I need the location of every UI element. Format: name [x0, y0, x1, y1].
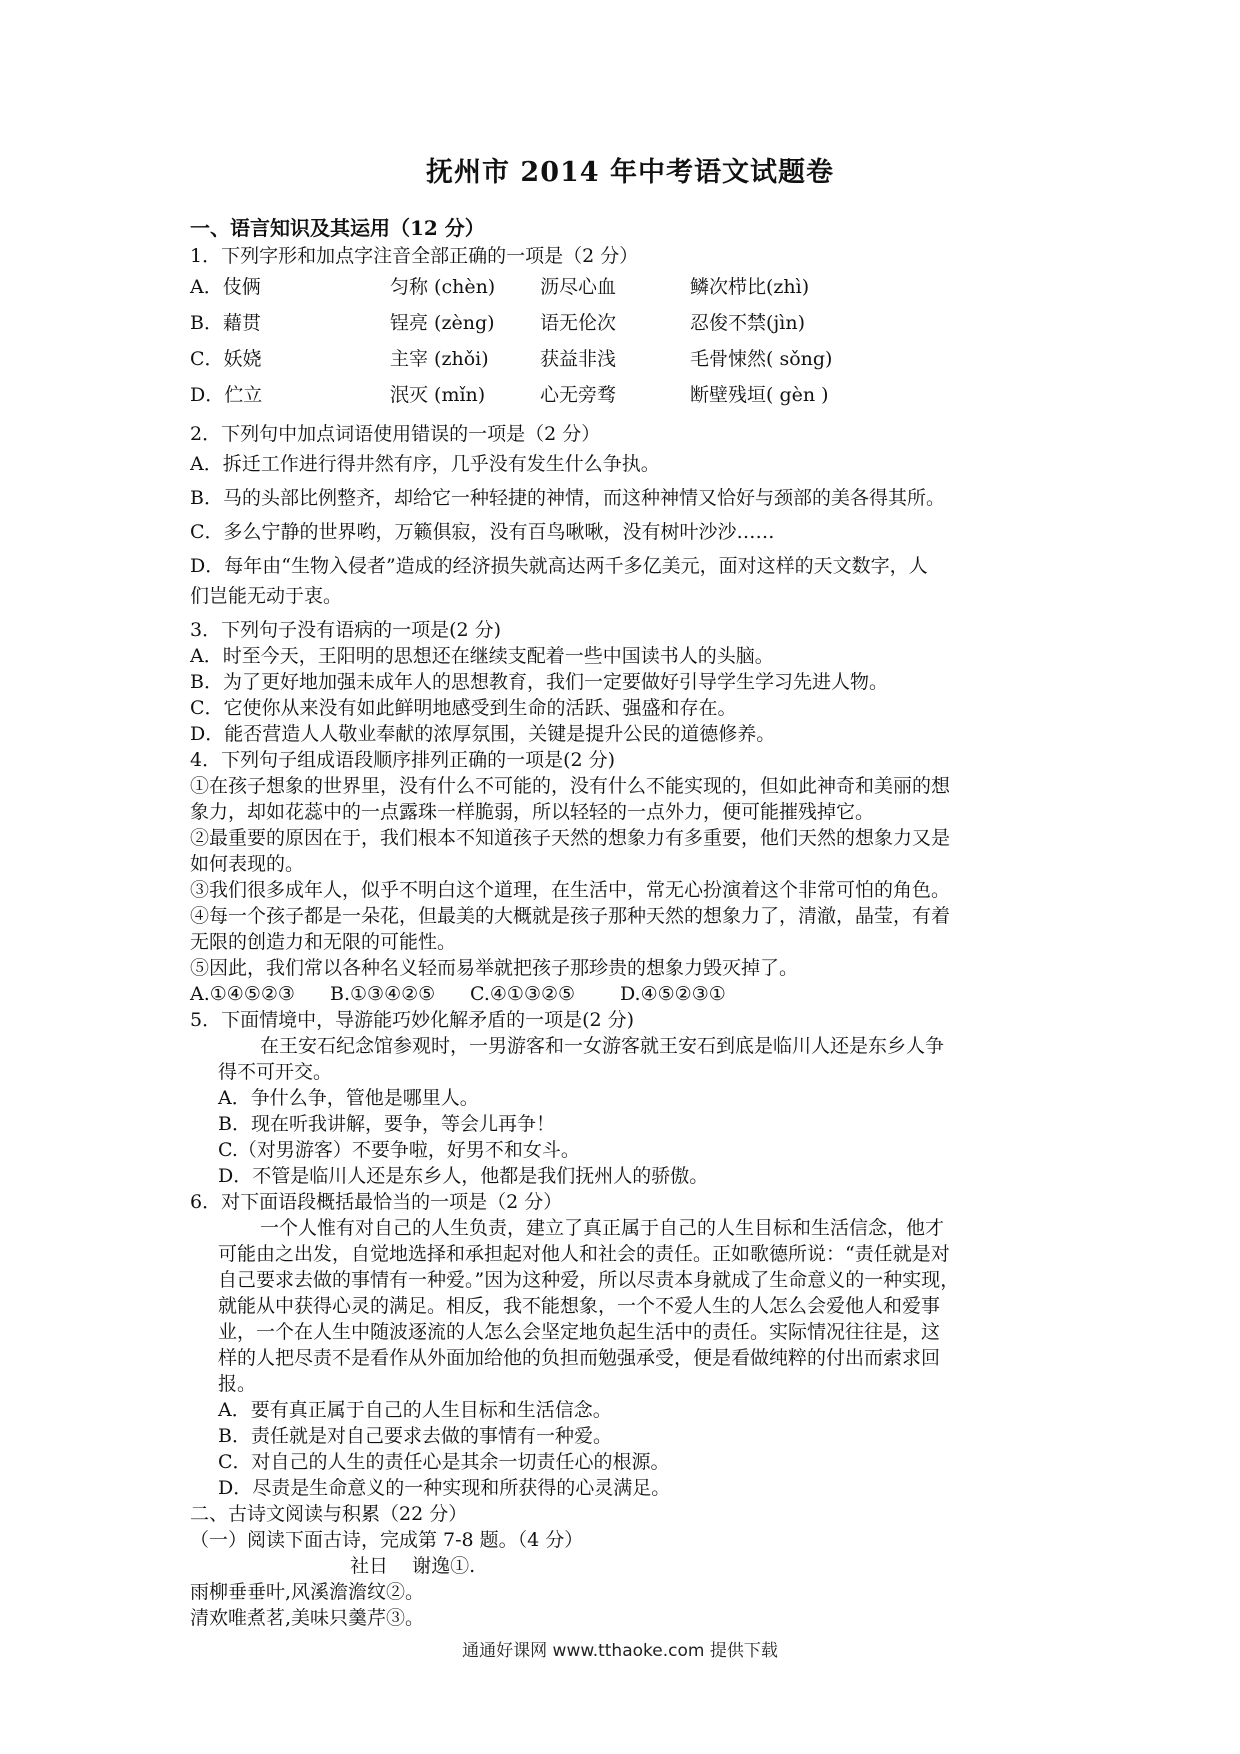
q2-stem: 2．下列句中加点词语使用错误的一项是（2 分） — [190, 423, 601, 445]
q4-line: 如何表现的。 — [190, 853, 305, 875]
q4-line: 象力，却如花蕊中的一点露珠一样脆弱，所以轻轻的一点外力，便可能摧残掉它。 — [190, 801, 875, 823]
section2-sub1: （一）阅读下面古诗，完成第 7-8 题。（4 分） — [190, 1529, 584, 1551]
q1-b-4: 忍俊不禁(jìn) — [690, 312, 806, 334]
q5-option-b: B．现在听我讲解，要争，等会儿再争！ — [218, 1113, 555, 1135]
q5-option-c: C.（对男游客）不要争啦，好男不和女斗。 — [218, 1139, 580, 1161]
q2-option-d-line1: D．每年由“生物入侵者”造成的经济损失就高达两千多亿美元，面对这样的天文数字，人 — [190, 555, 928, 577]
poem-title: 社日 谢逸①. — [350, 1555, 476, 1577]
q4-line: ⑤因此，我们常以各种名义轻而易举就把孩子那珍贵的想象力毁灭掉了。 — [190, 957, 799, 979]
section1-heading: 一、语言知识及其运用（12 分） — [190, 216, 485, 240]
page-footer: 通通好课网 www.tthaoke.com 提供下载 — [462, 1641, 778, 1661]
q4-line: 无限的创造力和无限的可能性。 — [190, 931, 457, 953]
q1-d-2: 泯灭 (mǐn) — [390, 384, 486, 406]
q5-stem: 5．下面情境中，导游能巧妙化解矛盾的一项是(2 分) — [190, 1009, 635, 1031]
q3-option-c: C．它使你从来没有如此鲜明地感受到生命的活跃、强盛和存在。 — [190, 697, 737, 719]
q1-options — [190, 269, 1070, 413]
q3-stem: 3．下列句子没有语病的一项是(2 分) — [190, 619, 502, 641]
q2-option-d-line2: 们岂能无动于衷。 — [190, 585, 343, 607]
q1-d-3: 心无旁骛 — [540, 384, 617, 406]
q1-a-2: 匀称 (chèn) — [390, 276, 496, 298]
q4-options — [190, 981, 1070, 1007]
q6-option-d: D．尽责是生命意义的一种实现和所获得的心灵满足。 — [218, 1477, 671, 1499]
page-content — [190, 150, 1070, 1631]
q6-passage-line: 样的人把尽责不是看作从外面加给他的负担而勉强承受，便是看做纯粹的付出而索求回 — [218, 1347, 941, 1369]
q6-option-b: B．责任就是对自己要求去做的事情有一种爱。 — [218, 1425, 612, 1447]
q5-option-d: D．不管是临川人还是东乡人，他都是我们抚州人的骄傲。 — [218, 1165, 709, 1187]
q6-passage-line: 报。 — [218, 1373, 257, 1395]
q6-stem: 6．对下面语段概括最恰当的一项是（2 分） — [190, 1191, 563, 1213]
q3-option-d: D．能否营造人人敬业奉献的浓厚氛围，关键是提升公民的道德修养。 — [190, 723, 776, 745]
q5-option-a: A．争什么争，管他是哪里人。 — [218, 1087, 479, 1109]
q5-context-line1: 在王安石纪念馆参观时，一男游客和一女游客就王安石到底是临川人还是东乡人争 — [260, 1035, 945, 1057]
q6-passage-line: 自己要求去做的事情有一种爱。”因为这种爱，所以尽责本身就成了生命意义的一种实现， — [218, 1269, 960, 1291]
q1-b-2: 锃亮 (zèng) — [390, 312, 495, 334]
q6-passage-line: 就能从中获得心灵的满足。相反，我不能想象，一个不爱人生的人怎么会爱他人和爱事 — [218, 1295, 941, 1317]
q3-option-b: B．为了更好地加强未成年人的思想教育，我们一定要做好引导学生学习先进人物。 — [190, 671, 888, 693]
q1-d-4: 断壁残垣( gèn ) — [690, 384, 829, 406]
q1-a-1: A．伎俩 — [190, 276, 261, 298]
q1-b-3: 语无伦次 — [540, 312, 617, 334]
q4-option-d: D.④⑤②③① — [620, 983, 726, 1005]
q3-option-a: A．时至今天，王阳明的思想还在继续支配着一些中国读书人的头脑。 — [190, 645, 774, 667]
q1-a-4: 鳞次栉比(zhì) — [690, 276, 810, 298]
q4-line: ①在孩子想象的世界里，没有什么不可能的，没有什么不能实现的，但如此神奇和美丽的想 — [190, 775, 951, 797]
q4-option-c: C.④①③②⑤ — [470, 983, 576, 1005]
q5-context-line2: 得不可开交。 — [218, 1061, 333, 1083]
q4-line: ③我们很多成年人，似乎不明白这个道理，在生活中，常无心扮演着这个非常可怕的角色。 — [190, 879, 951, 901]
q2-option-a: A．拆迁工作进行得井然有序，几乎没有发生什么争执。 — [190, 453, 660, 475]
q6-option-a: A．要有真正属于自己的人生目标和生活信念。 — [218, 1399, 612, 1421]
q6-passage-line: 可能由之出发，自觉地选择和承担起对他人和社会的责任。正如歌德所说：“责任就是对 — [218, 1243, 950, 1265]
q1-c-2: 主宰 (zhǒi) — [390, 348, 489, 370]
q1-a-3: 沥尽心血 — [540, 276, 617, 298]
q2-option-c: C．多么宁静的世界哟，万籁俱寂，没有百鸟啾啾，没有树叶沙沙…… — [190, 521, 775, 543]
section2-heading: 二、古诗文阅读与积累（22 分） — [190, 1503, 468, 1525]
q4-option-b: B.①③④②⑤ — [330, 983, 436, 1005]
q6-option-c: C．对自己的人生的责任心是其余一切责任心的根源。 — [218, 1451, 670, 1473]
q6-passage-line: 业，一个在人生中随波逐流的人怎么会坚定地负起生活中的责任。实际情况往往是，这 — [218, 1321, 941, 1343]
q4-option-a: A.①④⑤②③ — [190, 983, 295, 1005]
q1-d-1: D．伫立 — [190, 384, 263, 406]
q4-line: ④每一个孩子都是一朵花，但最美的大概就是孩子那种天然的想象力了，清澈，晶莹，有着 — [190, 905, 951, 927]
q1-c-1: C．妖娆 — [190, 348, 262, 370]
page-title: 抚州市 2014 年中考语文试题卷 — [426, 157, 834, 188]
q2-option-b: B．马的头部比例整齐，却给它一种轻捷的神情，而这种神情又恰好与颈部的美各得其所。 — [190, 487, 945, 509]
q1-c-3: 获益非浅 — [540, 348, 617, 370]
q4-line: ②最重要的原因在于，我们根本不知道孩子天然的想象力有多重要，他们天然的想象力又是 — [190, 827, 951, 849]
q4-stem: 4．下列句子组成语段顺序排列正确的一项是(2 分) — [190, 749, 616, 771]
q6-passage-line: 一个人惟有对自己的人生负责，建立了真正属于自己的人生目标和生活信念，他才 — [260, 1217, 945, 1239]
q1-b-1: B．藉贯 — [190, 312, 261, 334]
poem-line: 雨柳垂垂叶,风溪澹澹纹②。 — [190, 1581, 425, 1603]
q1-stem: 1．下列字形和加点字注音全部正确的一项是（2 分） — [190, 245, 639, 267]
q1-c-4: 毛骨悚然( sǒng) — [690, 348, 833, 370]
poem-line: 清欢唯煮茗,美味只羹芹③。 — [190, 1607, 425, 1629]
